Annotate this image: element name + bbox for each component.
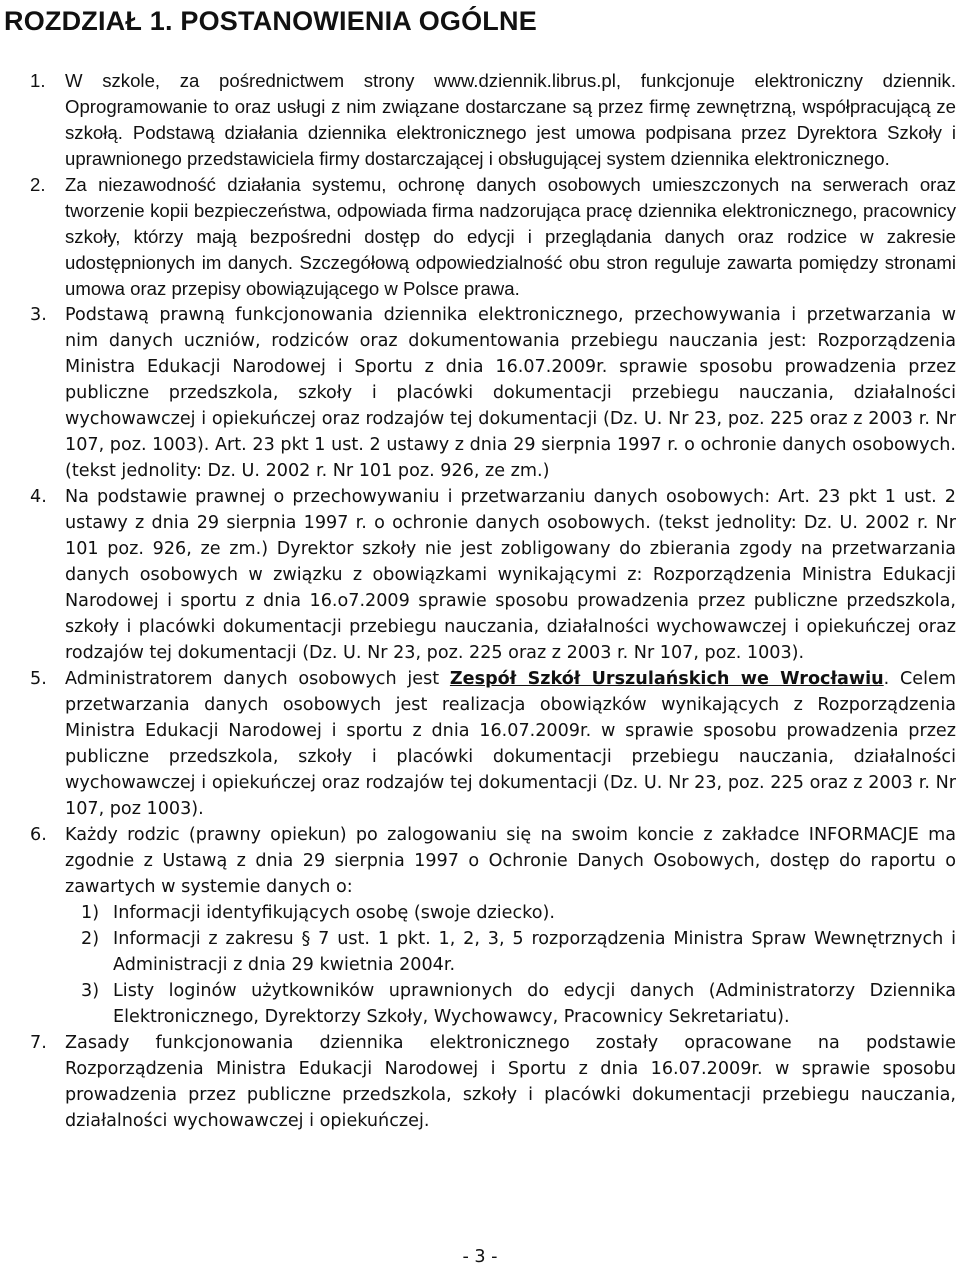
sub-list-item [65,926,956,978]
item-number: 6. [30,825,47,845]
sub-item-number: 2) [81,929,100,949]
item-text: W szkole, za pośrednictwem strony www.dziennik.librus.pl, funkcjonuje elektroniczny dziennik. Oprogramowanie to oraz usługi z nim związane dostarczane są przez firmę zewnętrzną, współpracującą ze szkołą. Podstawą działania dziennika elektronicznego jest umowa podpisana przez Dyrektora Szkoły i uprawnionego przedstawiciela firmy dostarczającej i obsługującej system dziennika elektronicznego. [65,70,956,169]
sub-list [65,900,956,1030]
sub-list-item [65,900,956,926]
item-text: Na podstawie prawnej o przechowywaniu i przetwarzaniu danych osobowych: Art. 23 pkt 1 ust. 2 ustawy z dnia 29 sierpnia 1997 r. o ochronie danych osobowych. (tekst jednolity: Dz. U. 2002 r. Nr 101 poz. 926, ze zm.) Dyrektor szkoły nie jest zobligowany do zbierania zgody na przetwarzania danych osobowych w związku z obowiązkami wynikającymi z: Rozporządzenia Ministra Edukacji Narodowej i sportu z dnia 16.o7.2009 sprawie sposobu prowadzenia przez publiczne przedszkola, szkoły i placówki dokumentacji przebiegu nauczania, działalności wychowawczej i opiekuńczej oraz rodzajów tej dokumentacji (Dz. U. Nr 23, poz. 225 oraz z 2003 r. Nr 107, poz. 1003). [65,487,956,663]
list-item [0,1030,960,1134]
item-number: 7. [30,1033,47,1053]
item-text [65,666,956,822]
item-number: 2. [30,174,46,195]
sub-item-number: 1) [81,903,100,923]
item-text: Podstawą prawną funkcjonowania dziennika elektronicznego, przechowywania i przetwarzania w nim danych uczniów, rodziców oraz dokumentowania przebiegu nauczania jest: Rozporządzenia Ministra Edukacji Narodowej i Sportu z dnia 16.07.2009r. sprawie sposobu prowadzenia przez publiczne przedszkola, szkoły i placówki dokumentacji przebiegu nauczania, działalności wychowawczej i opiekuńczej oraz rodzajów tej dokumentacji (Dz. U. Nr 23, poz. 225 oraz z 2003 r. Nr 107, poz. 1003). Art. 23 pkt 1 ust. 2 ustawy z dnia 29 sierpnia 1997 r. o ochronie danych osobowych. (tekst jednolity: Dz. U. 2002 r. Nr 101 poz. 926, ze zm.) [65,305,956,481]
page-number: - 3 - [462,1247,498,1267]
item-text-end: . Celem przetwarzania danych osobowych jest realizacja obowiązków wynikających z Rozporządzenia Ministra Edukacji Narodowej i sportu z dnia 16.07.2009r. w sprawie sposobu prowadzenia przez publiczne przedszkola, szkoły i placówki dokumentacji przebiegu nauczania, działalności wychowawczej i opiekuńczej oraz rodzajów tej dokumentacji (Dz. U. Nr 23, poz. 225 oraz z 2003 r. Nr 107, poz 1003). [65,669,956,819]
administrator-name: Zespół Szkół Urszulańskich we Wrocławiu [449,669,884,689]
item-number: 1. [30,70,46,91]
list-item [0,172,960,302]
item-text-start: Administratorem danych osobowych jest [65,669,450,689]
item-text: Zasady funkcjonowania dziennika elektronicznego zostały opracowane na podstawie Rozporządzenia Ministra Edukacji Narodowej i Sportu z dnia 16.07.2009r. w sprawie sposobu prowadzenia przez publiczne przedszkola, szkoły i placówki dokumentacji przebiegu nauczania, działalności wychowawczej i opiekuńczej. [65,1033,956,1131]
item-number: 4. [30,487,47,507]
sub-item-text: Informacji z zakresu § 7 ust. 1 pkt. 1, 2, 3, 5 rozporządzenia Ministra Spraw Wewnętrznych i Administracji z dnia 29 kwietnia 2004r. [113,929,956,975]
item-text: Każdy rodzic (prawny opiekun) po zalogowaniu się na swoim koncie z zakładce INFORMACJE ma zgodnie z Ustawą z dnia 29 sierpnia 1997 o Ochronie Danych Osobowych, dostęp do raportu o zawartych w systemie danych o: [65,825,956,897]
sub-item-text: Informacji identyfikujących osobę (swoje dziecko). [113,903,555,923]
sub-item-text: Listy loginów użytkowników uprawnionych do edycji danych (Administratorzy Dziennika Elektronicznego, Dyrektorzy Szkoły, Wychowawcy, Pracownicy Sekretariatu). [113,981,956,1027]
list-item [0,68,960,172]
list-item [0,666,960,822]
item-number: 3. [30,305,47,325]
sub-list-item [65,978,956,1030]
list-item [0,822,960,1030]
provisions-list [0,68,960,1134]
sub-item-number: 3) [81,981,100,1001]
list-item [0,484,960,666]
chapter-title: ROZDZIAŁ 1. POSTANOWIENIA OGÓLNE [4,6,537,36]
item-number: 5. [30,669,47,689]
item-text: Za niezawodność działania systemu, ochronę danych osobowych umieszczonych na serwerach oraz tworzenie kopii bezpieczeństwa, odpowiada firma nadzorująca pracę dziennika elektronicznego, pracownicy szkoły, którzy mają bezpośredni dostęp do edycji i przeglądania danych oraz rodzice w zakresie udostępnionych im danych. Szczegółową odpowiedzialność obu stron reguluje zawarta pomiędzy stronami umowa oraz przepisy obowiązującego w Polsce prawa. [65,174,956,299]
list-item [0,302,960,484]
